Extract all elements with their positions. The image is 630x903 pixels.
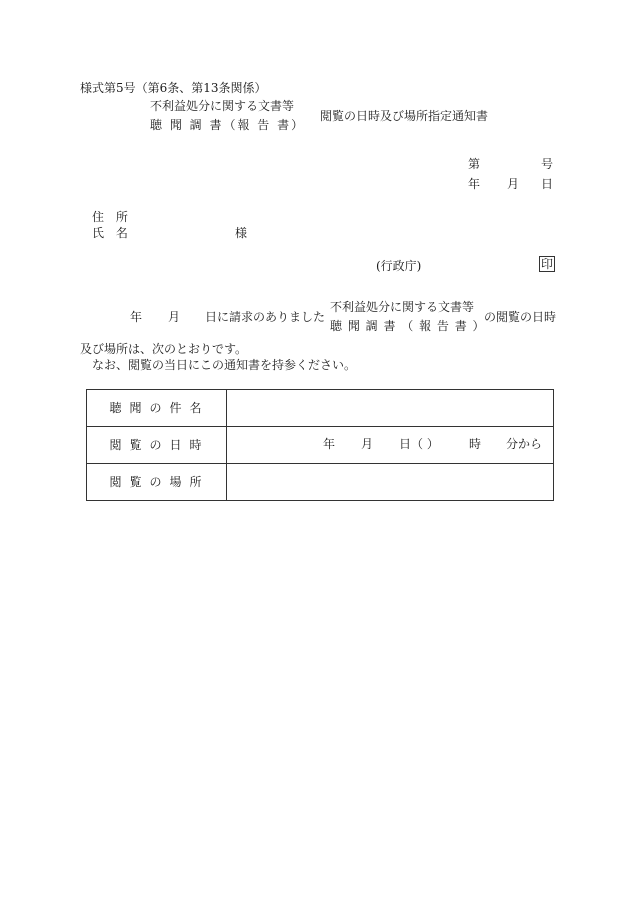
body-prefix: 日に請求のありました	[205, 310, 326, 324]
address-label: 住 所	[92, 210, 132, 224]
title-line2: 聴 聞 調 書（報 告 書）	[150, 118, 306, 132]
subject-value-cell[interactable]	[227, 390, 554, 427]
viewing-info-table	[86, 389, 554, 501]
seal-mark: 印	[541, 257, 554, 271]
dt-ji: 時	[469, 437, 482, 451]
table-row	[87, 464, 554, 501]
issuer-agency: (行政庁)	[376, 259, 422, 273]
dt-hi: 日（ ）	[399, 437, 439, 451]
table-row	[87, 390, 554, 427]
dt-fun: 分から	[506, 437, 543, 451]
date-hi: 日	[541, 177, 554, 191]
body-stack-line1: 不利益処分に関する文書等	[330, 300, 475, 314]
body-line2: 及び場所は、次のとおりです。	[80, 342, 248, 356]
body-suffix: の閲覧の日時	[484, 310, 557, 324]
title-main: 閲覧の日時及び場所指定通知書	[320, 109, 489, 123]
body-nen: 年	[130, 310, 143, 324]
doc-number-dai: 第	[468, 157, 481, 171]
datetime-value-cell[interactable]	[227, 427, 554, 464]
doc-number-go: 号	[541, 157, 554, 171]
body-stack-line2: 聴 聞 調 書 （ 報 告 書 ）	[330, 319, 486, 333]
date-nen: 年	[468, 177, 481, 191]
honorific: 様	[235, 226, 248, 240]
table-row	[87, 427, 554, 464]
row-label-place: 閲覧の場所	[87, 464, 227, 501]
row-label-subject: 聴聞の件名	[87, 390, 227, 427]
form-number: 様式第5号（第6条、第13条関係）	[80, 81, 267, 95]
dt-tsuki: 月	[361, 437, 374, 451]
body-line3: なお、閲覧の当日にこの通知書を持参ください。	[92, 358, 357, 372]
body-tsuki: 月	[168, 310, 181, 324]
title-line1: 不利益処分に関する文書等	[150, 99, 295, 113]
dt-nen: 年	[323, 437, 336, 451]
name-label: 氏 名	[92, 226, 132, 240]
place-value-cell[interactable]	[227, 464, 554, 501]
row-label-datetime: 閲覧の日時	[87, 427, 227, 464]
date-tsuki: 月	[507, 177, 520, 191]
